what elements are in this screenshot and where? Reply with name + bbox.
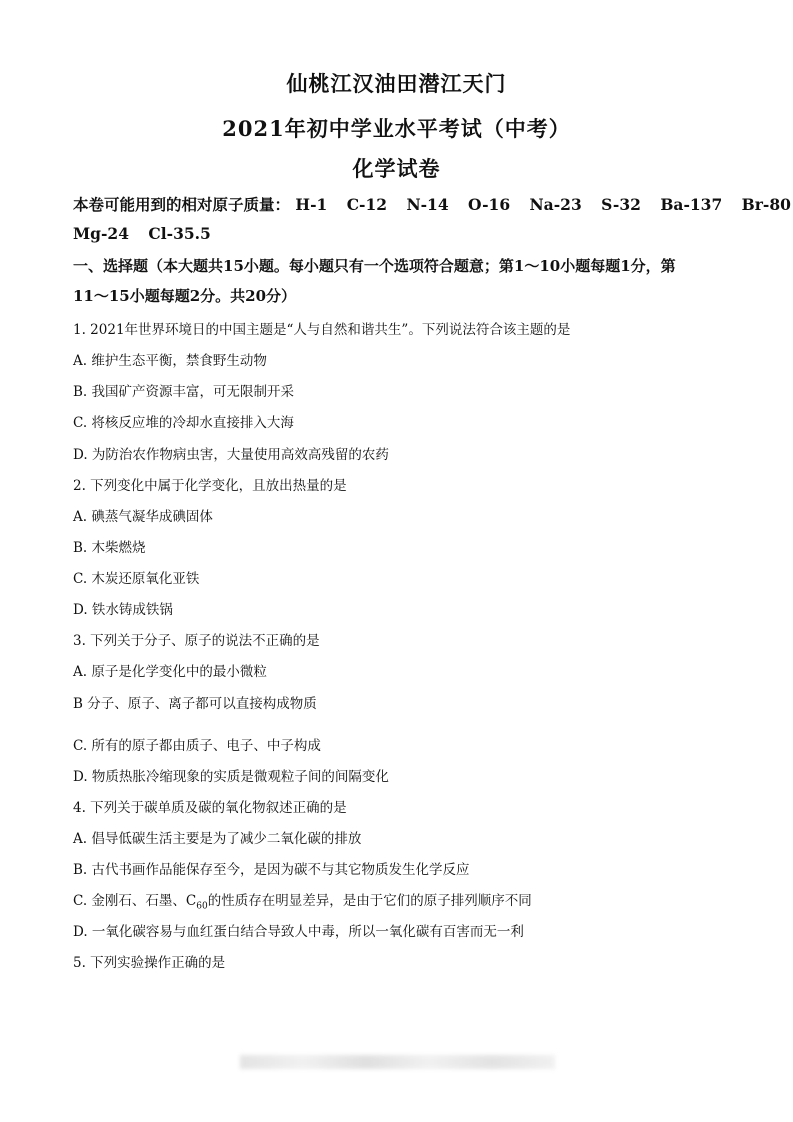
atomic-mass-item: N-14 <box>406 195 449 214</box>
question-1-option-c: C. 将核反应堆的冷却水直接排入大海 <box>73 415 294 431</box>
atomic-mass-item: Ba-137 <box>660 195 723 214</box>
section-heading: 一、选择题（本大题共15小题。每小题只有一个选项符合题意；第1～10小题每题1分，第 <box>73 257 676 275</box>
question-3-option-c: C. 所有的原子都由质子、电子、中子构成 <box>73 738 321 754</box>
question-2-option-c: C. 木炭还原氧化亚铁 <box>73 571 200 587</box>
exam-name-title: 2021年初中学业水平考试（中考） <box>222 116 571 141</box>
atomic-mass-item: Cl-35.5 <box>148 224 211 243</box>
atomic-mass-item: S-32 <box>601 195 641 214</box>
question-2-option-b: B. 木柴燃烧 <box>73 540 146 556</box>
question-1-option-b: B. 我国矿产资源丰富，可无限制开采 <box>73 384 295 400</box>
blurred-watermark <box>240 1055 555 1069</box>
atomic-mass-item: C-12 <box>346 195 388 214</box>
question-3-stem: 3. 下列关于分子、原子的说法不正确的是 <box>73 633 320 649</box>
atomic-mass-item: Na-23 <box>529 195 582 214</box>
question-4-option-a: A. 倡导低碳生活主要是为了减少二氧化碳的排放 <box>73 831 362 847</box>
question-2-option-a: A. 碘蒸气凝华成碘固体 <box>73 509 213 525</box>
question-3-option-a: A. 原子是化学变化中的最小微粒 <box>73 664 267 680</box>
question-4-stem: 4. 下列关于碳单质及碳的氧化物叙述正确的是 <box>73 800 347 816</box>
question-4-option-d: D. 一氧化碳容易与血红蛋白结合导致人中毒，所以一氧化碳有百害而无一利 <box>73 924 524 940</box>
atomic-mass-item: O-16 <box>468 195 511 214</box>
question-3-option-b: B 分子、原子、离子都可以直接构成物质 <box>73 696 317 712</box>
question-4-option-c: C. 金刚石、石墨、$C_{60}$的性质存在明显差异，是由于它们的原子排列顺序不同 <box>73 893 532 912</box>
atomic-mass-item: Mg-24 <box>73 224 129 243</box>
atomic-mass-item: Br-80 <box>741 195 791 214</box>
section-heading-cont: 11～15小题每题2分。共20分） <box>73 287 297 305</box>
atomic-mass-line-2 <box>73 224 225 243</box>
atomic-mass-line <box>73 193 793 215</box>
question-1-stem: 1. 2021年世界环境日的中国主题是“人与自然和谐共生”。下列说法符合该主题的是 <box>73 322 571 338</box>
atomic-mass-item: H-1 <box>295 195 328 214</box>
question-1-option-a: A. 维护生态平衡，禁食野生动物 <box>73 353 267 369</box>
question-5-stem: 5. 下列实验操作正确的是 <box>73 955 226 971</box>
question-3-option-d: D. 物质热胀冷缩现象的实质是微观粒子间的间隔变化 <box>73 769 389 785</box>
paper-subject-title: 化学试卷 <box>352 156 441 181</box>
question-2-stem: 2. 下列变化中属于化学变化，且放出热量的是 <box>73 478 347 494</box>
question-4-option-b: B. 古代书画作品能保存至今，是因为碳不与其它物质发生化学反应 <box>73 862 470 878</box>
question-2-option-d: D. 铁水铸成铁锅 <box>73 602 173 618</box>
atomic-mass-intro: 本卷可能用到的相对原子质量： <box>73 195 291 214</box>
exam-region-title: 仙桃江汉油田潜江天门 <box>286 71 507 96</box>
question-1-option-d: D. 为防治农作物病虫害，大量使用高效高残留的农药 <box>73 447 389 463</box>
